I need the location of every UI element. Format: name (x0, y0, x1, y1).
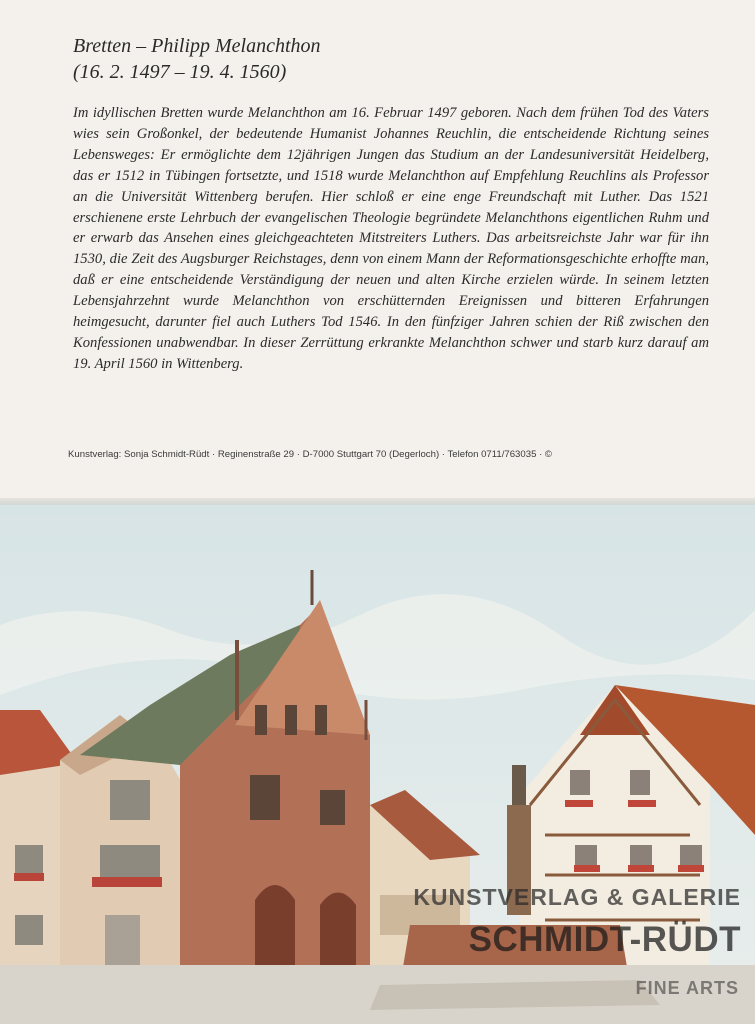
page-title (73, 33, 321, 85)
publisher-imprint: Kunstverlag: Sonja Schmidt-Rüdt · Reginenstraße 29 · D-7000 Stuttgart 70 (Degerloch) · Telefon 0711/763035 · © (68, 449, 552, 460)
title-line-dates: (16. 2. 1497 – 19. 4. 1560) (73, 61, 287, 83)
watermark-line-name: SCHMIDT-RÜDT (468, 920, 741, 959)
title-line-name: Bretten – Philipp Melanchthon (73, 35, 321, 57)
text-card (0, 0, 755, 502)
watermark-line-fine-arts: FINE ARTS (635, 978, 739, 998)
biography-paragraph: Im idyllischen Bretten wurde Melanchthon am 16. Februar 1497 geboren. Nach dem frühen Tod des Vaters wies sein Großonkel, der bedeutende Humanist Johannes Reuchlin, die entscheidende Richtung seines Lebensweges: Er ermöglichte dem 12jährigen Jungen das Studium an der Landesuniversität Heidelberg, das er 1512 in Tübingen fortsetzte, und 1518 wurde Melanchthon auf Empfehlung Reuchlins als Professor an die Universität Wittenberg berufen. Hier schloß er eine enge Freundschaft mit Luther. Das 1521 erschienene erste Lehrbuch der evangelischen Theologie begründete Melanchthons eigentlichen Ruhm und er erwarb das Ansehen eines gleichgeachteten Mitstreiters Luthers. Das arbeitsreichste Jahr war für ihn 1530, die Zeit des Augsburger Reichstages, denn von einem Mann der Reformationsgeschichte erhoffte man, daß er eine entscheidende Verständigung der neuen und alten Kirche erzielen würde. In seinem letzten Lebensjahrzehnt wurde Melanchthon von erschütternden Ereignissen und bitteren Erfahrungen heimgesucht, darunter fiel auch Luthers Tod 1546. In den fünfziger Jahren schien der Riß zwischen den Konfessionen unabwendbar. In dieser Zerrüttung erkrankte Melanchthon schwer und starb kurz darauf am 19. April 1560 in Wittenberg. (73, 105, 709, 372)
watermark-line-gallery: KUNSTVERLAG & GALERIE (413, 884, 741, 910)
